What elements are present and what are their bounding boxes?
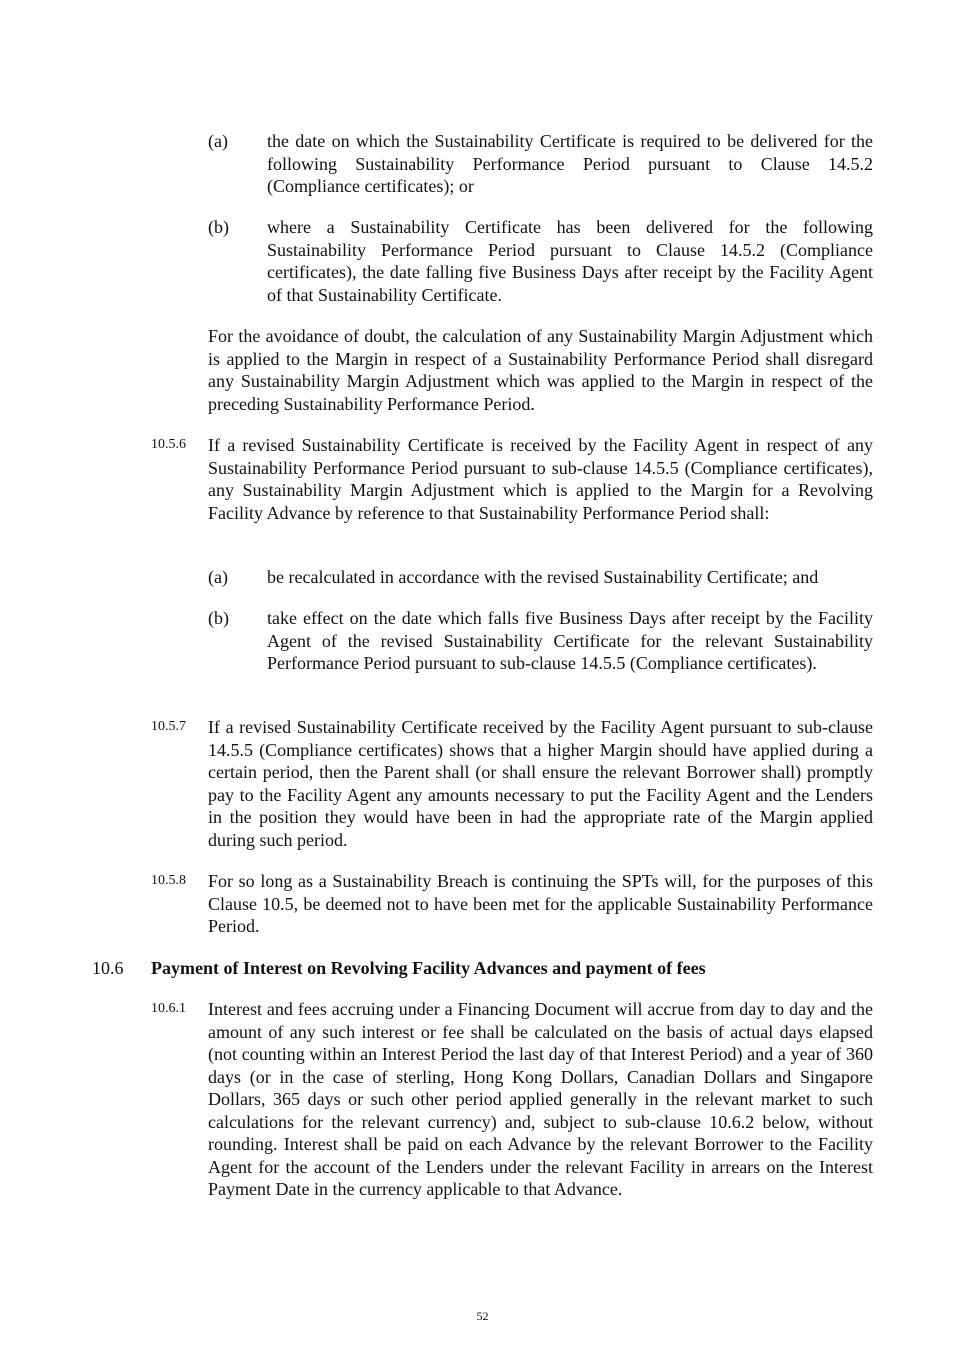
item-text-b: take effect on the date which falls five Business Days after receipt by the Facility Agent of the revised Sustainability Certificate for the relevant Sustainability Performance Period pursuant to sub-clause 14.5.5 (Compliance certificates). (267, 608, 873, 673)
item-text-a: the date on which the Sustainability Certificate is required to be delivered for the following Sustainability Performance Period pursuant to Clause 14.5.2 (Compliance certificates); or (267, 131, 873, 196)
clause-text-10-5-6: If a revised Sustainability Certificate is received by the Facility Agent in respect of any Sustainability Performance Period pursuant to sub-clause 14.5.5 (Compliance certificates), any Sustainability Margin Adjustment which is applied to the Margin for a Revolving Facility Advance by reference to that Sustainability Performance Period shall: (208, 435, 873, 523)
clause-number-10-5-7: 10.5.7 (151, 719, 186, 734)
section-number-10-6: 10.6 (92, 958, 124, 978)
clause-number-10-5-8: 10.5.8 (151, 873, 186, 888)
avoidance-paragraph: For the avoidance of doubt, the calculation of any Sustainability Margin Adjustment which is applied to the Margin in respect of a Sustainability Performance Period shall disregard any Sustainability Margin Adjustment which was applied to the Margin in respect of the preceding Sustainability Performance Period. (208, 326, 873, 414)
item-text-a: be recalculated in accordance with the revised Sustainability Certificate; and (267, 567, 819, 587)
clause-number-10-5-6: 10.5.6 (151, 437, 186, 452)
section-heading-10-6: Payment of Interest on Revolving Facility Advances and payment of fees (151, 958, 706, 978)
clause-text-10-5-7: If a revised Sustainability Certificate received by the Facility Agent pursuant to sub-clause 14.5.5 (Compliance certificates) shows that a higher Margin should have applied during a certain period, then the Parent shall (or shall ensure the relevant Borrower shall) promptly pay to the Facility Agent any amounts necessary to put the Facility Agent and the Lenders in the position they would have been in had the appropriate rate of the Margin applied during such period. (208, 717, 873, 850)
item-label-b: (b) (208, 217, 229, 237)
page-number: 52 (476, 1309, 489, 1323)
item-label-b: (b) (208, 608, 229, 628)
clause-number-10-6-1: 10.6.1 (151, 1001, 186, 1016)
clause-text-10-6-1: Interest and fees accruing under a Financing Document will accrue from day to day and the amount of any such interest or fee shall be calculated on the basis of actual days elapsed (not counting within an Interest Period the last day of that Interest Period) and a year of 360 days (or in the case of sterling, Hong Kong Dollars, Canadian Dollars and Singapore Dollars, 365 days or such other period applied generally in the relevant market to such calculations for the relevant currency) and, subject to sub-clause 10.6.2 below, without rounding. Interest shall be paid on each Advance by the relevant Borrower to the Facility Agent for the account of the Lenders under the relevant Facility in arrears on the Interest Payment Date in the currency applicable to that Advance. (208, 999, 873, 1199)
item-text-b: where a Sustainability Certificate has been delivered for the following Sustainability Performance Period pursuant to Clause 14.5.2 (Compliance certificates), the date falling five Business Days after receipt by the Facility Agent of that Sustainability Certificate. (267, 217, 873, 305)
item-label-a: (a) (208, 567, 228, 587)
item-label-a: (a) (208, 131, 228, 151)
clause-text-10-5-8: For so long as a Sustainability Breach is continuing the SPTs will, for the purposes of this Clause 10.5, be deemed not to have been met for the applicable Sustainability Performance Period. (208, 871, 873, 936)
